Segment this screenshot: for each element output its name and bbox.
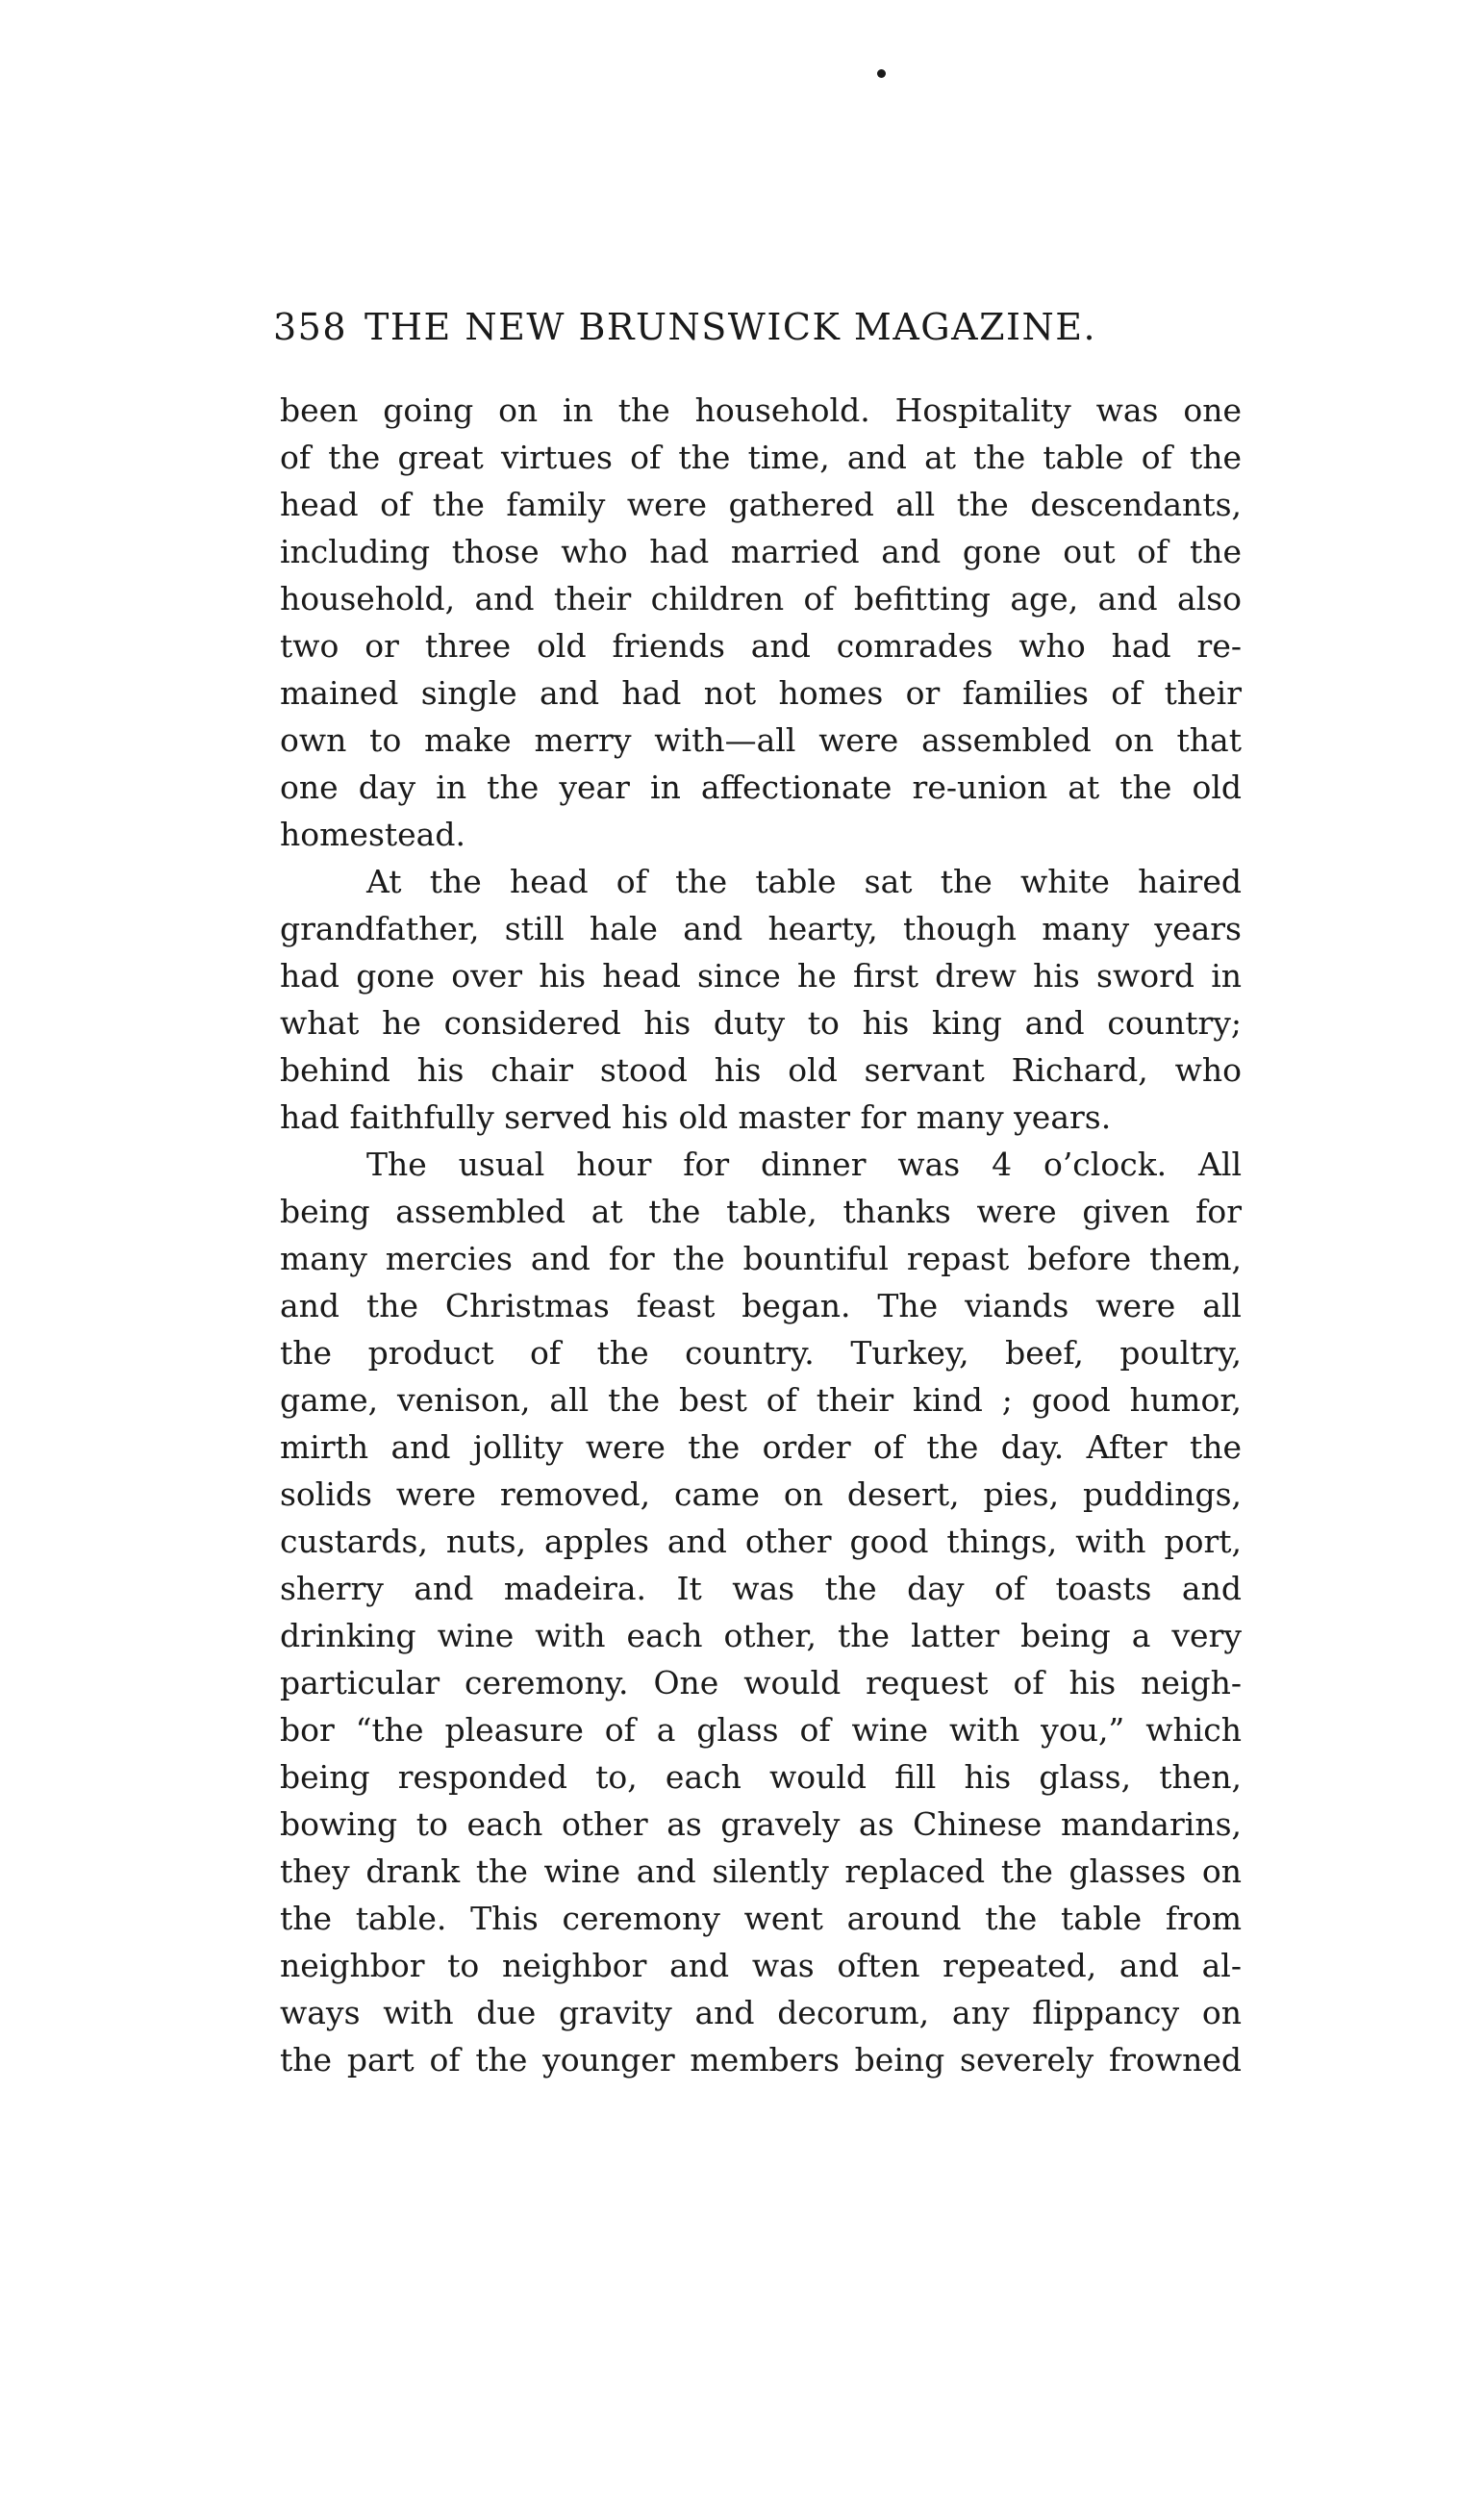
text-line: behind his chair stood his old servant Richard, who [280, 1051, 1242, 1089]
text-line: two or three old friends and comrades who had re- [280, 627, 1242, 665]
text-line: sherry and madeira. It was the day of toasts and [280, 1570, 1242, 1607]
text-line: and the Christmas feast began. The viands were all [280, 1287, 1242, 1324]
ink-speck [877, 69, 886, 78]
text-line: bowing to each other as gravely as Chinese mandarins, [280, 1805, 1242, 1843]
text-line: grandfather, still hale and hearty, though many years [280, 910, 1242, 947]
text-line: being responded to, each would fill his glass, then, [280, 1758, 1242, 1796]
text-line: what he considered his duty to his king and country; [280, 1004, 1242, 1042]
text-line: particular ceremony. One would request of his neigh- [280, 1664, 1242, 1701]
page-number: 358 [273, 306, 348, 348]
running-header [273, 306, 1096, 348]
text-line: ways with due gravity and decorum, any flippancy on [280, 1994, 1242, 2031]
text-line: the product of the country. Turkey, beef, poultry, [280, 1334, 1242, 1372]
text-line: game, venison, all the best of their kind ; good humor, [280, 1381, 1242, 1419]
text-line: of the great virtues of the time, and at the table of the [280, 439, 1242, 476]
text-line: they drank the wine and silently replaced the glasses on [280, 1852, 1242, 1890]
text-line: head of the family were gathered all the descendants, [280, 486, 1242, 523]
text-line: been going on in the household. Hospitality was one [280, 391, 1242, 429]
text-line: mirth and jollity were the order of the day. After the [280, 1428, 1242, 1466]
text-line: one day in the year in affectionate re-union at the old [280, 769, 1242, 806]
text-line: had faithfully served his old master for many years. [280, 1098, 1112, 1136]
text-line: custards, nuts, apples and other good things, with port, [280, 1523, 1242, 1560]
text-line: the part of the younger members being severely frowned [280, 2041, 1242, 2079]
text-line: had gone over his head since he first drew his sword in [280, 957, 1242, 995]
text-line: the table. This ceremony went around the table from [280, 1900, 1242, 1937]
text-line: household, and their children of befitting age, and also [280, 580, 1242, 617]
text-line: At the head of the table sat the white haired [366, 863, 1242, 900]
magazine-title: THE NEW BRUNSWICK MAGAZINE. [364, 306, 1097, 348]
text-line: homestead. [280, 816, 465, 853]
text-line: solids were removed, came on desert, pies, puddings, [280, 1475, 1242, 1513]
text-line: neighbor to neighbor and was often repeated, and al- [280, 1947, 1242, 1984]
text-line: being assembled at the table, thanks were given for [280, 1193, 1242, 1230]
text-line: The usual hour for dinner was 4 o’clock. All [366, 1146, 1242, 1183]
text-line: many mercies and for the bountiful repast before them, [280, 1240, 1242, 1277]
text-line: own to make merry with—all were assembled on that [280, 721, 1242, 759]
text-line: bor “the pleasure of a glass of wine with you,” which [280, 1711, 1242, 1749]
text-line: drinking wine with each other, the latter being a very [280, 1617, 1242, 1654]
body-text [280, 387, 1242, 2083]
text-line: including those who had married and gone out of the [280, 533, 1242, 570]
text-line: mained single and had not homes or families of their [280, 674, 1242, 712]
